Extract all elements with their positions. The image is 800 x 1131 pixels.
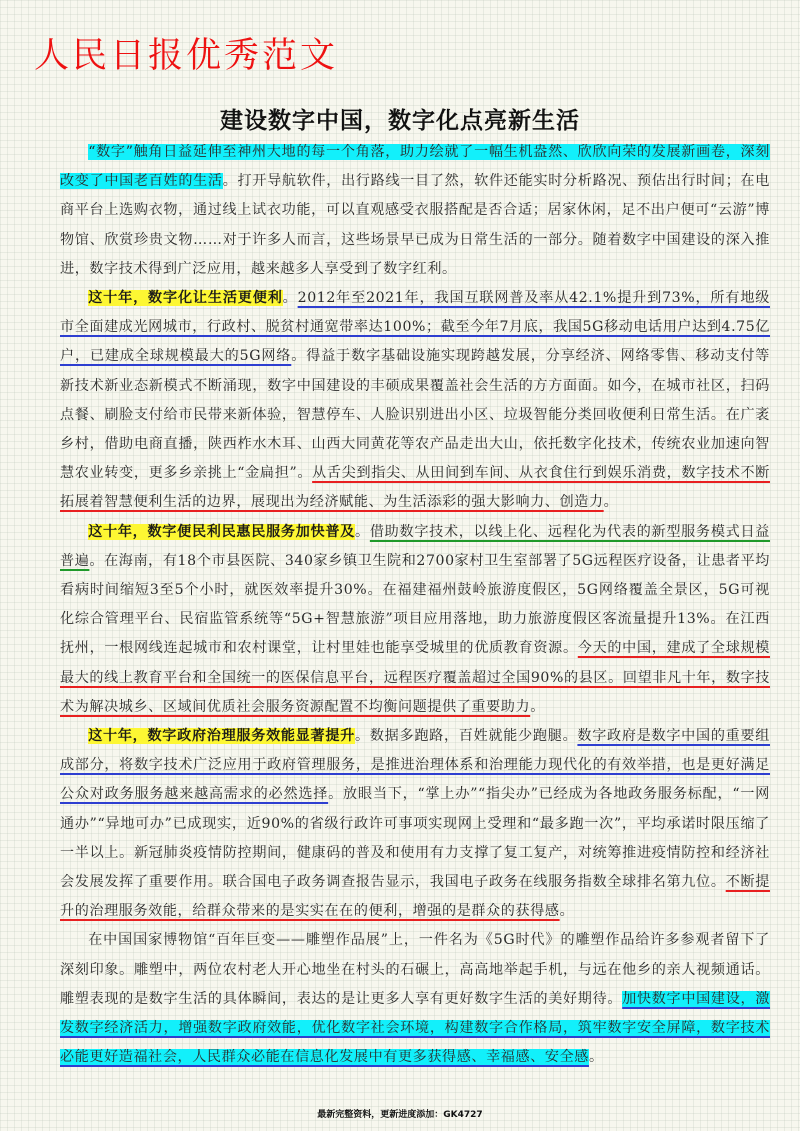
underline-red-text: 今天的中国，建成了全球规模最大的线上教育平台和全国统一的医保信息平台，远程医疗覆盖超过全国90%的县区。回望非凡十年，数字技术为解决城乡、区域间优质社会服务资源配置不均衡问题提供了重要助力 — [60, 640, 770, 715]
heading-punct: 。 — [282, 290, 298, 307]
paragraph-text: 。放眼当下，“掌上办”“指尖办”已经成为各地政务服务标配，“一网通办”“异地可办”已成现实，近90%的省级行政许可事项实现网上受理和“最多跑一次”，平均承诺时限压缩了一半以上。新冠肺炎疫情防控期间，健康码的普及和使用有力支撑了复工复产，对统筹推进疫情防控和经济社会发展发挥了重要作用。联合国电子政务调查报告显示，我国电子政务在线服务指数全球排名第九位。 — [60, 786, 770, 891]
paragraph-text: 。 — [603, 494, 619, 511]
paragraph-conclusion — [60, 926, 770, 1072]
section-heading: 这十年，数字便民利民惠民服务加快普及 — [88, 523, 356, 540]
paragraph-text: 。 — [530, 698, 545, 715]
highlight-cyan: “数字”触角日益延伸至神州大地的每一个角落，助力绘就了一幅生机盎然、欣欣向荣的发展新画卷，深刻改变了中国老百姓的生活 — [60, 144, 770, 190]
underline-blue-text: 2012年至2021年，我国互联网普及率从42.1%提升到73%，所有地级市全面建成光网城市，行政村、脱贫村通宽带率达100%；截至今年7月底，我国5G移动电话用户达到4.75亿户，已建成全球规模最大的5G网络 — [60, 290, 770, 365]
paragraph-convenience — [60, 284, 770, 518]
paragraph-text: 。数据多跑路，百姓就能少跑腿。 — [355, 728, 578, 745]
paragraph-text: 在中国国家博物馆“百年巨变——雕塑作品展”上，一件名为《5G时代》的雕塑作品给许多参观者留下了深刻印象。雕塑中，两位农村老人开心地坐在村头的石碾上，高高地举起手机，与远在他乡的亲人视频通话。雕塑表现的是数字生活的具体瞬间，表达的是让更多人享有更好数字生活的美好期待。 — [60, 932, 770, 1007]
section-heading: 这十年，数字化让生活更便利 — [88, 290, 283, 307]
paragraph-services — [60, 518, 770, 722]
article-title: 建设数字中国，数字化点亮新生活 — [220, 108, 580, 134]
underline-blue-text: 数字政府是数字中国的重要组成部分，将数字技术广泛应用于政府管理服务，是推进治理体系和治理能力现代化的有效举措，也是更好满足公众对政务服务越来越高需求的必然选择 — [60, 728, 770, 803]
underline-red-text: 不断提升的治理服务效能，给群众带来的是实实在在的便利，增强的是群众的获得感 — [60, 874, 770, 920]
paragraph-text: 。 — [355, 523, 370, 540]
underline-green-text: 借助数字技术，以线上化、远程化为代表的新型服务模式日益普遍 — [60, 523, 770, 569]
article-body — [60, 138, 770, 1073]
footer-note: 最新完整资料，更新进度添加：GK4727 — [317, 1110, 483, 1120]
paragraph-text: 。打开导航软件，出行路线一目了然，软件还能实时分析路况、预估出行时间；在电商平台上选购衣物，通过线上试衣功能，可以直观感受衣服搭配是否合适；居家休闲，足不出户便可“云游”博物馆、欣赏珍贵文物……对于许多人而言，这些场景早已成为日常生活的一部分。随着数字中国建设的深入推进，数字技术得到广泛应用，越来越多人享受到了数字红利。 — [60, 173, 770, 277]
paragraph-text: 。 — [559, 903, 575, 920]
paragraph-text: 。在海南，有18个市县医院、340家乡镇卫生院和2700家村卫生室部署了5G远程医疗设备，让患者平均看病时间缩短3至5个小时，就医效率提升30%。在福建福州鼓岭旅游度假区，5G网络覆盖全景区，5G可视化综合管理平台、民宿监管系统等“5G+智慧旅游”项目应用落地，助力旅游度假区客流量提升13%。在江西抚州，一根网线连起城市和农村课堂，让村里娃也能享受城里的优质教育资源。 — [60, 552, 770, 657]
paragraph-government — [60, 722, 770, 926]
paragraph-text: 。得益于数字基础设施实现跨越发展，分享经济、网络零售、移动支付等新技术新业态新模式不断涌现，数字中国建设的丰硕成果覆盖社会生活的方方面面。如今，在城市社区，扫码点餐、刷脸支付给市民带来新体验，智慧停车、人脸识别进出小区、垃圾智能分类回收便利日常生活。在广袤乡村，借助电商直播，陕西柞水木耳、山西大同黄花等农产品走出大山，依托数字化技术，传统农业加速向智慧农业转变，更多乡亲挑上“金扁担”。 — [60, 348, 770, 482]
underline-red-text: 从舌尖到指尖、从田间到车间、从衣食住行到娱乐消费，数字技术不断拓展着智慧便利生活的边界，展现出为经济赋能、为生活添彩的强大影响力、创造力 — [60, 465, 770, 511]
section-heading: 这十年，数字政府治理服务效能显著提升 — [88, 728, 356, 745]
header-title: 人民日报优秀范文 — [34, 36, 339, 76]
paragraph-intro — [60, 138, 770, 284]
paragraph-text: 。 — [588, 1049, 604, 1066]
highlight-cyan: 加快数字中国建设，激发数字经济活力，增强数字政府效能，优化数字社会环境，构建数字合作格局，筑牢数字安全屏障，数字技术必能更好造福社会，人民群众必能在信息化发展中有更多获得感、幸福感、安全感 — [60, 990, 771, 1066]
